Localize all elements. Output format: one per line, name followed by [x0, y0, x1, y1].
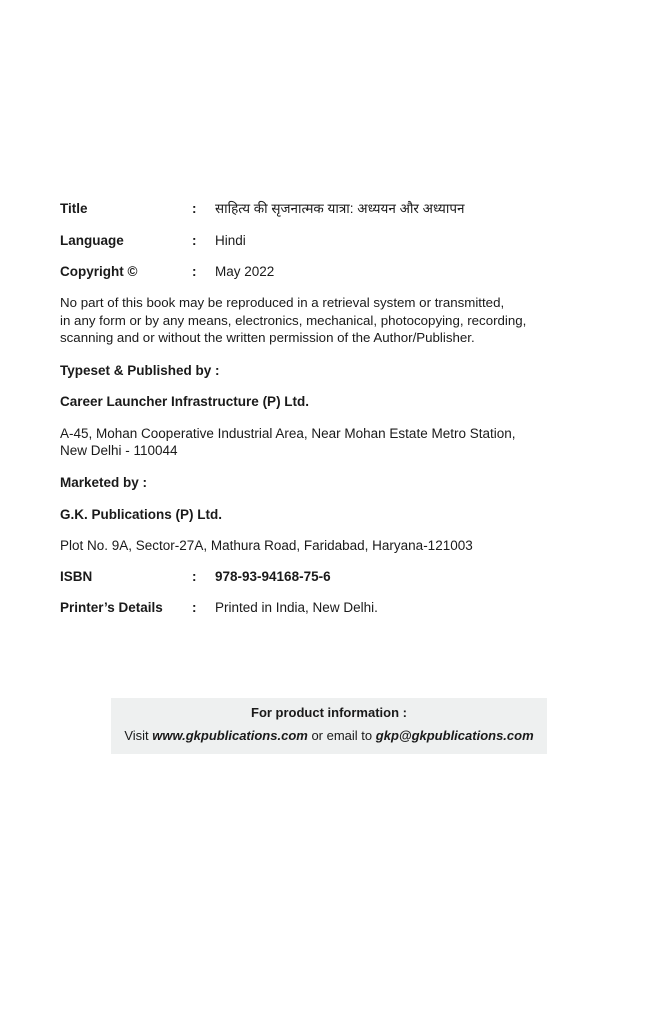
publisher-address: New Delhi - 110044 [60, 443, 178, 458]
email-link[interactable]: gkp@gkpublications.com [375, 728, 534, 743]
publisher-heading: Typeset & Published by : [60, 363, 220, 378]
copyright-value: May 2022 [215, 264, 275, 279]
printer-label: Printer’s Details [60, 600, 163, 615]
website-link[interactable]: www.gkpublications.com [152, 728, 308, 743]
visit-text: Visit [124, 728, 149, 743]
separator: : [192, 201, 197, 216]
title-label: Title [60, 201, 88, 216]
product-info-box [111, 698, 547, 754]
marketer-name: G.K. Publications (P) Ltd. [60, 507, 222, 522]
separator: : [192, 569, 197, 584]
printer-value: Printed in India, New Delhi. [215, 600, 378, 615]
isbn-value: 978-93-94168-75-6 [215, 569, 331, 584]
separator: : [192, 233, 197, 248]
publisher-address: A-45, Mohan Cooperative Industrial Area, Near Mohan Estate Metro Station, [60, 426, 516, 441]
separator: : [192, 600, 197, 615]
isbn-label: ISBN [60, 569, 93, 584]
notice-line: scanning and or without the written permission of the Author/Publisher. [60, 330, 475, 345]
product-info-heading: For product information : [251, 705, 407, 720]
notice-line: No part of this book may be reproduced in a retrieval system or transmitted, [60, 295, 505, 310]
product-info-line [111, 728, 547, 743]
language-value: Hindi [215, 233, 246, 248]
marketer-heading: Marketed by : [60, 475, 148, 490]
notice-line: in any form or by any means, electronics, mechanical, photocopying, recording, [60, 312, 527, 328]
title-value: साहित्य की सृजनात्मक यात्रा: अध्ययन और अध्यापन [215, 201, 465, 216]
copyright-label: Copyright © [60, 264, 138, 279]
language-label: Language [60, 233, 124, 248]
or-email-text: or email to [311, 728, 373, 743]
separator: : [192, 264, 197, 279]
publisher-name: Career Launcher Infrastructure (P) Ltd. [60, 394, 310, 409]
marketer-address: Plot No. 9A, Sector-27A, Mathura Road, Faridabad, Haryana-121003 [60, 538, 473, 553]
copyright-notice [60, 294, 605, 347]
